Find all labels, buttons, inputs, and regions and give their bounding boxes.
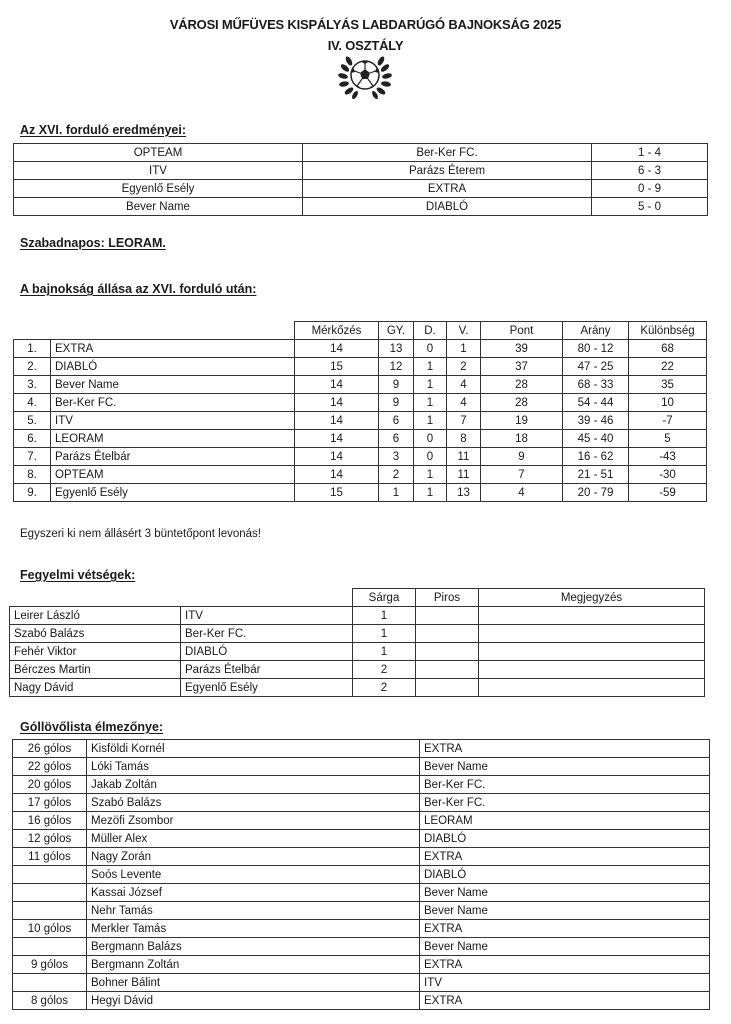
- standings-won: 3: [379, 448, 414, 466]
- table-row: [10, 643, 705, 661]
- scorer-team: EXTRA: [420, 848, 710, 866]
- scorer-player: Bohner Bálint: [87, 974, 420, 992]
- standings-played: 14: [295, 394, 379, 412]
- standings-team: Bever Name: [51, 376, 295, 394]
- table-row: [13, 992, 710, 1010]
- table-row: [10, 607, 705, 625]
- standings-points: 37: [481, 358, 563, 376]
- standings-rank: 5.: [14, 412, 51, 430]
- table-row: [13, 740, 710, 758]
- scorer-player: Mezöfi Zsombor: [87, 812, 420, 830]
- standings-won: 9: [379, 376, 414, 394]
- table-row: [13, 812, 710, 830]
- table-row: [13, 776, 710, 794]
- standings-diff: -43: [629, 448, 707, 466]
- scorer-team: Ber-Ker FC.: [420, 776, 710, 794]
- discipline-remark: [479, 607, 705, 625]
- discipline-yellow: 2: [353, 661, 416, 679]
- page-title: VÁROSI MŰFÜVES KISPÁLYÁS LABDARÚGÓ BAJNOKSÁG 2025: [169, 17, 562, 32]
- col-drawn: D.: [414, 322, 447, 340]
- scorer-team: ITV: [420, 974, 710, 992]
- discipline-yellow: 1: [353, 643, 416, 661]
- standings-played: 14: [295, 448, 379, 466]
- standings-drawn: 1: [414, 466, 447, 484]
- standings-goals: 21 - 51: [563, 466, 629, 484]
- scorer-team: DIABLÓ: [420, 830, 710, 848]
- standings-points: 28: [481, 394, 563, 412]
- home-team: OPTEAM: [14, 144, 303, 162]
- standings-team: Ber-Ker FC.: [51, 394, 295, 412]
- scorer-player: Nehr Tamás: [87, 902, 420, 920]
- col-yellow: Sárga: [353, 589, 416, 607]
- discipline-header-row: [10, 589, 705, 607]
- standings-played: 14: [295, 466, 379, 484]
- discipline-team: Ber-Ker FC.: [181, 625, 353, 643]
- table-row: [14, 430, 707, 448]
- discipline-yellow: 1: [353, 607, 416, 625]
- scorer-goals: 26 gólos: [13, 740, 87, 758]
- away-team: Ber-Ker FC.: [303, 144, 592, 162]
- score: 5 - 0: [592, 198, 708, 216]
- standings-won: 6: [379, 412, 414, 430]
- standings-goals: 39 - 46: [563, 412, 629, 430]
- table-row: [13, 866, 710, 884]
- standings-played: 14: [295, 412, 379, 430]
- standings-drawn: 0: [414, 430, 447, 448]
- discipline-remark: [479, 625, 705, 643]
- division-subtitle: IV. OSZTÁLY: [327, 38, 404, 53]
- standings-diff: 22: [629, 358, 707, 376]
- scorer-player: Kisföldi Kornél: [87, 740, 420, 758]
- discipline-red: [416, 625, 479, 643]
- scorer-goals: [13, 938, 87, 956]
- scorer-player: Kassai József: [87, 884, 420, 902]
- standings-rank: 7.: [14, 448, 51, 466]
- away-team: Parázs Éterem: [303, 162, 592, 180]
- scorer-goals: 10 gólos: [13, 920, 87, 938]
- standings-won: 9: [379, 394, 414, 412]
- scorer-goals: 11 gólos: [13, 848, 87, 866]
- table-row: [13, 956, 710, 974]
- table-row: [14, 162, 708, 180]
- standings-played: 14: [295, 430, 379, 448]
- table-row: [14, 394, 707, 412]
- standings-won: 6: [379, 430, 414, 448]
- scorer-team: Bever Name: [420, 758, 710, 776]
- standings-team: OPTEAM: [51, 466, 295, 484]
- col-lost: V.: [447, 322, 481, 340]
- standings-drawn: 1: [414, 484, 447, 502]
- scorer-goals: [13, 974, 87, 992]
- standings-goals: 68 - 33: [563, 376, 629, 394]
- scorer-player: Bergmann Zoltán: [87, 956, 420, 974]
- standings-lost: 4: [447, 376, 481, 394]
- standings-goals: 20 - 79: [563, 484, 629, 502]
- standings-drawn: 0: [414, 340, 447, 358]
- standings-rank: 1.: [14, 340, 51, 358]
- col-goals: Arány: [563, 322, 629, 340]
- col-played: Mérkőzés: [295, 322, 379, 340]
- table-row: [13, 830, 710, 848]
- standings-won: 12: [379, 358, 414, 376]
- scorer-team: Bever Name: [420, 938, 710, 956]
- standings-played: 15: [295, 484, 379, 502]
- scorer-goals: 12 gólos: [13, 830, 87, 848]
- standings-points: 18: [481, 430, 563, 448]
- table-row: [14, 412, 707, 430]
- standings-diff: 35: [629, 376, 707, 394]
- standings-won: 2: [379, 466, 414, 484]
- standings-lost: 11: [447, 466, 481, 484]
- col-red: Piros: [416, 589, 479, 607]
- discipline-remark: [479, 679, 705, 697]
- scorer-team: Bever Name: [420, 884, 710, 902]
- discipline-heading: Fegyelmi vétségek:: [20, 568, 136, 582]
- standings-drawn: 1: [414, 412, 447, 430]
- scorer-player: Hegyi Dávid: [87, 992, 420, 1010]
- discipline-player: Nagy Dávid: [10, 679, 181, 697]
- standings-played: 14: [295, 376, 379, 394]
- discipline-remark: [479, 661, 705, 679]
- standings-lost: 8: [447, 430, 481, 448]
- scorer-player: Lóki Tamás: [87, 758, 420, 776]
- discipline-red: [416, 643, 479, 661]
- home-team: Egyenlő Esély: [14, 180, 303, 198]
- standings-goals: 80 - 12: [563, 340, 629, 358]
- standings-diff: -7: [629, 412, 707, 430]
- scorer-player: Nagy Zorán: [87, 848, 420, 866]
- home-team: Bever Name: [14, 198, 303, 216]
- discipline-player: Leirer László: [10, 607, 181, 625]
- discipline-red: [416, 661, 479, 679]
- table-row: [14, 466, 707, 484]
- discipline-player: Szabó Balázs: [10, 625, 181, 643]
- table-row: [13, 848, 710, 866]
- penalty-note: Egyszeri ki nem állásért 3 büntetőpont levonás!: [20, 528, 261, 540]
- standings-team: DIABLÓ: [51, 358, 295, 376]
- col-diff: Különbség: [629, 322, 707, 340]
- scorer-player: Jakab Zoltán: [87, 776, 420, 794]
- discipline-team: ITV: [181, 607, 353, 625]
- scorer-player: Soós Levente: [87, 866, 420, 884]
- standings-points: 19: [481, 412, 563, 430]
- standings-lost: 11: [447, 448, 481, 466]
- discipline-team: Parázs Ételbár: [181, 661, 353, 679]
- scorer-goals: 16 gólos: [13, 812, 87, 830]
- scorer-goals: 20 gólos: [13, 776, 87, 794]
- scorer-team: DIABLÓ: [420, 866, 710, 884]
- table-row: [13, 974, 710, 992]
- standings-team: ITV: [51, 412, 295, 430]
- scorer-goals: 9 gólos: [13, 956, 87, 974]
- col-remark: Megjegyzés: [479, 589, 705, 607]
- discipline-red: [416, 679, 479, 697]
- standings-points: 4: [481, 484, 563, 502]
- standings-diff: 5: [629, 430, 707, 448]
- discipline-team: DIABLÓ: [181, 643, 353, 661]
- standings-goals: 54 - 44: [563, 394, 629, 412]
- results-heading: Az XVI. forduló eredményei:: [20, 123, 187, 137]
- table-row: [10, 625, 705, 643]
- discipline-table: [9, 588, 705, 697]
- scorer-goals: 8 gólos: [13, 992, 87, 1010]
- standings-rank: 6.: [14, 430, 51, 448]
- standings-goals: 16 - 62: [563, 448, 629, 466]
- score: 1 - 4: [592, 144, 708, 162]
- standings-team: Egyenlő Esély: [51, 484, 295, 502]
- table-row: [14, 340, 707, 358]
- standings-rank: 3.: [14, 376, 51, 394]
- table-row: [14, 484, 707, 502]
- discipline-remark: [479, 643, 705, 661]
- standings-drawn: 1: [414, 358, 447, 376]
- standings-won: 13: [379, 340, 414, 358]
- table-row: [13, 884, 710, 902]
- table-row: [10, 661, 705, 679]
- away-team: DIABLÓ: [303, 198, 592, 216]
- table-row: [14, 180, 708, 198]
- discipline-red: [416, 607, 479, 625]
- standings-rank: 2.: [14, 358, 51, 376]
- standings-points: 9: [481, 448, 563, 466]
- score: 6 - 3: [592, 162, 708, 180]
- standings-diff: 10: [629, 394, 707, 412]
- scorer-team: EXTRA: [420, 920, 710, 938]
- away-team: EXTRA: [303, 180, 592, 198]
- scorer-team: EXTRA: [420, 740, 710, 758]
- standings-rank: 8.: [14, 466, 51, 484]
- standings-goals: 45 - 40: [563, 430, 629, 448]
- standings-lost: 7: [447, 412, 481, 430]
- standings-lost: 2: [447, 358, 481, 376]
- standings-team: EXTRA: [51, 340, 295, 358]
- soccer-ball-laurel-icon: [337, 53, 393, 99]
- discipline-player: Bérczes Martin: [10, 661, 181, 679]
- discipline-yellow: 1: [353, 625, 416, 643]
- scorer-team: LEORAM: [420, 812, 710, 830]
- standings-rank: 4.: [14, 394, 51, 412]
- scorer-team: Ber-Ker FC.: [420, 794, 710, 812]
- scorer-player: Bergmann Balázs: [87, 938, 420, 956]
- standings-header-row: [14, 322, 707, 340]
- standings-played: 15: [295, 358, 379, 376]
- table-row: [13, 758, 710, 776]
- col-won: GY.: [379, 322, 414, 340]
- scorer-goals: 17 gólos: [13, 794, 87, 812]
- discipline-team: Egyenlő Esély: [181, 679, 353, 697]
- standings-team: LEORAM: [51, 430, 295, 448]
- standings-points: 28: [481, 376, 563, 394]
- scorer-goals: [13, 884, 87, 902]
- standings-drawn: 0: [414, 448, 447, 466]
- standings-diff: -59: [629, 484, 707, 502]
- standings-drawn: 1: [414, 394, 447, 412]
- col-points: Pont: [481, 322, 563, 340]
- results-table: [13, 143, 708, 216]
- scorer-goals: [13, 902, 87, 920]
- standings-diff: -30: [629, 466, 707, 484]
- standings-points: 39: [481, 340, 563, 358]
- discipline-player: Fehér Viktor: [10, 643, 181, 661]
- standings-rank: 9.: [14, 484, 51, 502]
- standings-played: 14: [295, 340, 379, 358]
- scorer-team: Bever Name: [420, 902, 710, 920]
- scorer-goals: 22 gólos: [13, 758, 87, 776]
- scorer-goals: [13, 866, 87, 884]
- scorer-player: Merkler Tamás: [87, 920, 420, 938]
- table-row: [14, 358, 707, 376]
- table-row: [13, 794, 710, 812]
- table-row: [13, 902, 710, 920]
- scorer-player: Müller Alex: [87, 830, 420, 848]
- bye-heading: Szabadnapos: LEORAM.: [20, 236, 166, 250]
- standings-heading: A bajnokság állása az XVI. forduló után:: [20, 282, 257, 296]
- table-row: [14, 198, 708, 216]
- standings-team: Parázs Ételbár: [51, 448, 295, 466]
- standings-drawn: 1: [414, 376, 447, 394]
- table-row: [13, 938, 710, 956]
- home-team: ITV: [14, 162, 303, 180]
- standings-points: 7: [481, 466, 563, 484]
- table-row: [13, 920, 710, 938]
- scorer-team: EXTRA: [420, 992, 710, 1010]
- discipline-yellow: 2: [353, 679, 416, 697]
- scorers-heading: Góllövőlista élmezőnye:: [20, 720, 164, 734]
- scorer-player: Szabó Balázs: [87, 794, 420, 812]
- standings-goals: 47 - 25: [563, 358, 629, 376]
- table-row: [14, 448, 707, 466]
- scorers-table: [12, 739, 710, 1010]
- table-row: [14, 376, 707, 394]
- score: 0 - 9: [592, 180, 708, 198]
- table-row: [10, 679, 705, 697]
- standings-won: 1: [379, 484, 414, 502]
- standings-table: [13, 321, 707, 502]
- standings-diff: 68: [629, 340, 707, 358]
- standings-lost: 13: [447, 484, 481, 502]
- standings-lost: 4: [447, 394, 481, 412]
- table-row: [14, 144, 708, 162]
- scorer-team: EXTRA: [420, 956, 710, 974]
- standings-lost: 1: [447, 340, 481, 358]
